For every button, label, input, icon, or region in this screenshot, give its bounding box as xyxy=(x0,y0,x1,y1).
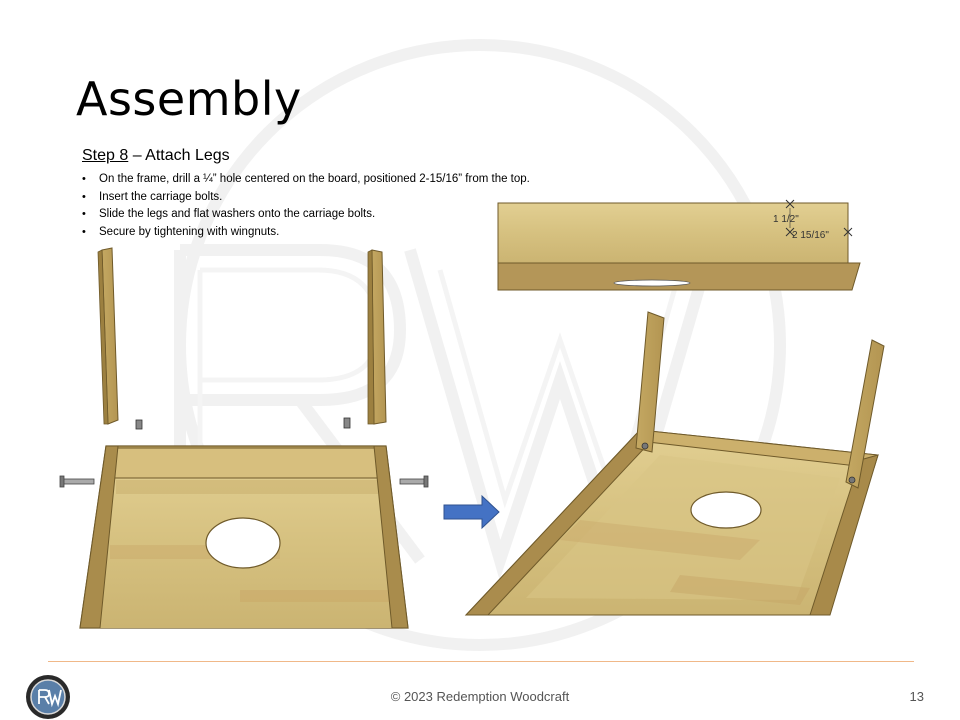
assembled-board-illustration xyxy=(466,312,884,615)
step-separator: – xyxy=(128,147,146,164)
instruction-item: • On the frame, drill a ¼” hole centered on the board, positioned 2-15/16” from the top. xyxy=(80,171,530,189)
instruction-item: • Slide the legs and flat washers onto the carriage bolts. xyxy=(80,206,530,224)
footer-copyright: © 2023 Redemption Woodcraft xyxy=(390,689,570,704)
exploded-view-illustration xyxy=(60,248,428,628)
instruction-item: • Insert the carriage bolts. xyxy=(80,189,530,207)
right-arrow-icon xyxy=(444,496,499,528)
right-leg-illustration xyxy=(368,250,386,424)
frame-dimension-illustration xyxy=(498,200,860,290)
step-label: Step 8 xyxy=(82,147,129,164)
page-number: 13 xyxy=(909,689,924,704)
cornhole-frame-illustration xyxy=(80,446,408,628)
carriage-bolt-left-icon xyxy=(60,476,94,487)
dimension-label-first: 1 1/2" xyxy=(773,214,799,225)
carriage-bolt-right-icon xyxy=(400,476,428,487)
slide-title: Assembly xyxy=(76,72,302,126)
washer-left-icon xyxy=(136,420,142,429)
step-name: Attach Legs xyxy=(145,147,230,164)
instruction-item: • Secure by tightening with wingnuts. xyxy=(80,224,530,242)
footer-divider xyxy=(48,661,914,662)
washer-right-icon xyxy=(344,418,350,428)
dimension-label-second: 2 15/16" xyxy=(792,230,829,241)
left-leg-illustration xyxy=(98,248,118,424)
